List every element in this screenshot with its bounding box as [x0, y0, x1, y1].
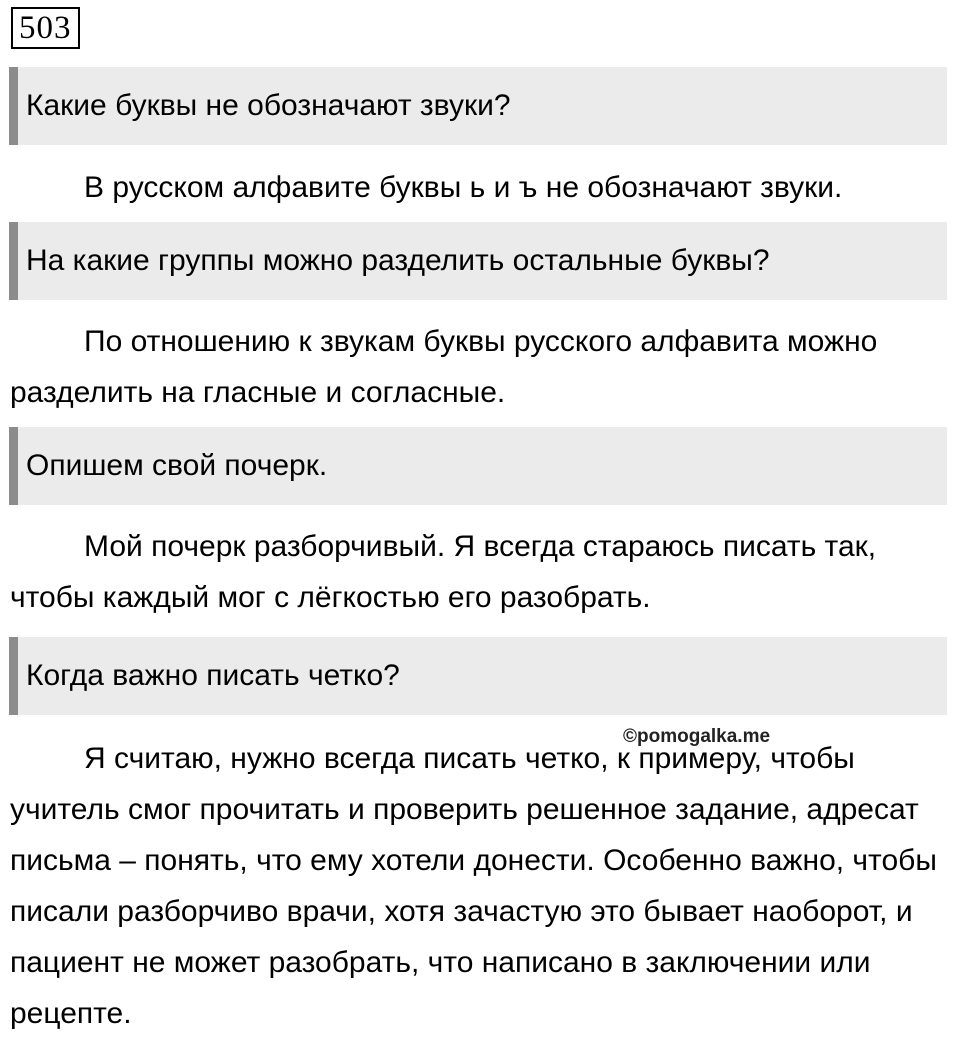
question-1: Какие буквы не обозначают звуки?: [9, 67, 947, 145]
exercise-number: 503: [11, 7, 80, 49]
answer-3: Мой почерк разборчивый. Я всегда стараюсь писать так, чтобы каждый мог с лёгкостью его разобрать.: [10, 530, 877, 614]
watermark: ©pomogalka.me: [623, 726, 771, 747]
answer-2: По отношению к звукам буквы русского алфавита можно разделить на гласные и согласные.: [10, 325, 878, 409]
question-4: Когда важно писать четко?: [9, 637, 947, 715]
answer-1: В русском алфавите буквы ь и ъ не обозначают звуки.: [84, 171, 843, 204]
question-2: На какие группы можно разделить остальные буквы?: [9, 222, 947, 300]
answer-4: Я считаю, нужно всегда писать четко, к примеру, чтобы учитель смог прочитать и проверить решенное задание, адресат письма – понять, что ему хотели донести. Особенно важно, чтобы писали разборчиво врачи, хотя зачастую это бывает наоборот, и пациент не может разобрать, что написано в заключении или рецепте.: [10, 742, 937, 1030]
question-3: Опишем свой почерк.: [9, 427, 947, 505]
